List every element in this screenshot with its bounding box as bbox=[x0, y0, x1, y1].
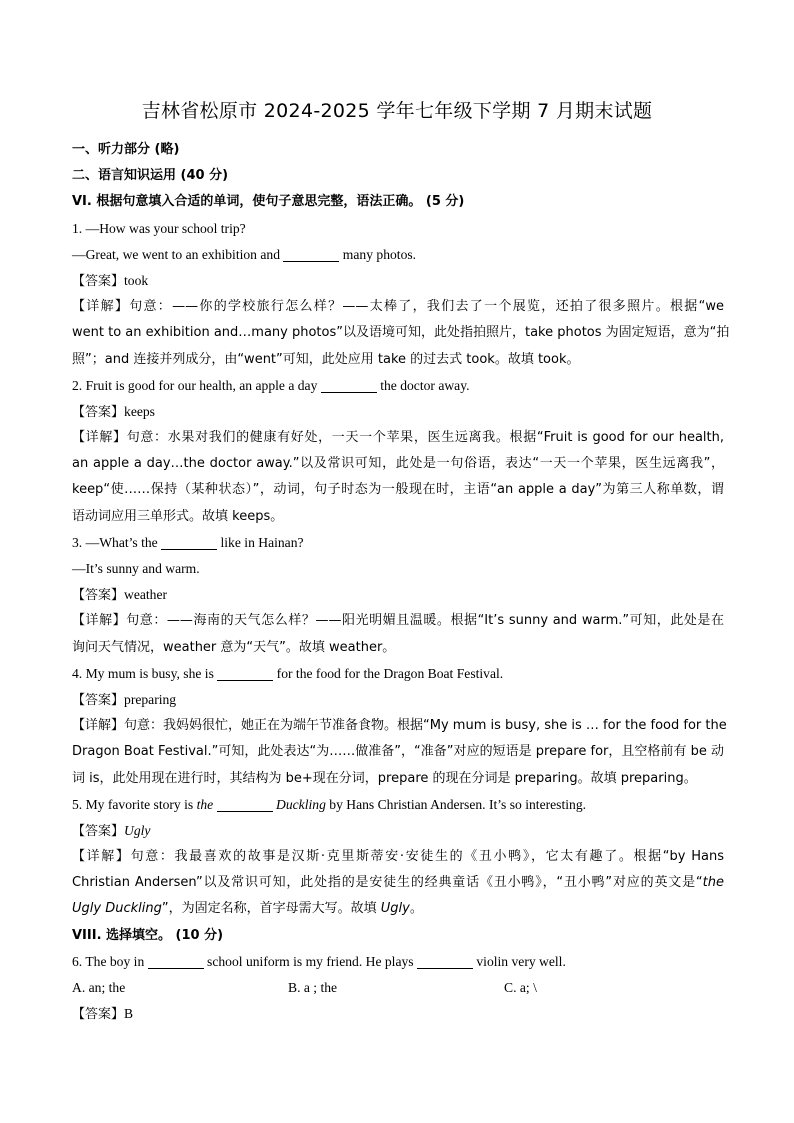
q6-sentence bbox=[72, 949, 724, 975]
section-part6: VI. 根据句意填入合适的单词，使句子意思完整，语法正确。 (5 分) bbox=[72, 194, 465, 210]
q4-answer bbox=[72, 687, 724, 713]
q3-prompt bbox=[72, 530, 724, 556]
q2-sentence bbox=[72, 373, 724, 399]
option-c[interactable]: C. a; \ bbox=[504, 980, 537, 995]
detail-text: 。 bbox=[409, 901, 423, 917]
document-body bbox=[72, 137, 730, 1027]
answer-blank bbox=[217, 797, 273, 812]
detail-italic: Ugly Duckling bbox=[72, 901, 162, 917]
q1-text: —Great, we went to an exhibition and bbox=[72, 246, 284, 262]
q5-detail-2 bbox=[72, 870, 724, 896]
q1-detail-3: 照”；and 连接并列成分，由“went”可知，此处应用 take 的过去式 took。故填 took。 bbox=[72, 351, 580, 367]
q3-response: —It’s sunny and warm. bbox=[72, 561, 200, 576]
detail-label: 【详解】 bbox=[72, 299, 130, 315]
q6-text-mid: school uniform is my friend. He plays bbox=[203, 953, 417, 969]
q3-detail-2: 询问天气情况，weather 意为“天气”。故填 weather。 bbox=[72, 639, 396, 655]
q3-detail-1 bbox=[72, 608, 724, 634]
detail-text: ”，为固定名称，首字母需大写。故填 bbox=[161, 901, 381, 917]
q2-detail-2: an apple a day…the doctor away.”以及常识可知，此处是一句俗语，表达“一天一个苹果，医生远离我”， bbox=[72, 456, 724, 472]
answer-label: 【答案】 bbox=[72, 692, 125, 708]
answer-value: keeps bbox=[124, 403, 155, 419]
answer-blank bbox=[283, 247, 339, 262]
detail-text: 句意：我最喜欢的故事是汉斯·克里斯蒂安·安徒生的《丑小鸭》，它太有趣了。根据“by Hans bbox=[130, 849, 724, 865]
section-listening: 一、听力部分 (略) bbox=[72, 142, 180, 157]
detail-text: 句意：水果对我们的健康有好处，一天一个苹果，医生远离我。根据“Fruit is good for our health, bbox=[126, 430, 724, 446]
q1-detail-2: went to an exhibition and…many photos”以及语境可知，此处指拍照片，take photos 为固定短语，意为“拍 bbox=[72, 325, 730, 341]
q5-detail-3 bbox=[72, 896, 724, 922]
detail-label: 【详解】 bbox=[72, 613, 127, 629]
q5-sentence bbox=[72, 792, 724, 818]
q2-text: 2. Fruit is good for our health, an apple a day bbox=[72, 377, 321, 393]
answer-blank bbox=[417, 954, 473, 969]
answer-value: took bbox=[124, 272, 149, 288]
answer-value: Ugly bbox=[124, 822, 151, 838]
detail-text: 句意：——海南的天气怎么样？——阳光明媚且温暖。根据“It’s sunny and warm.”可知，此处是在 bbox=[126, 613, 724, 629]
q4-detail-3: 词 is，此处用现在进行时，其结构为 be+现在分词，prepare 的现在分词是 preparing。故填 preparing。 bbox=[72, 770, 697, 786]
answer-label: 【答案】 bbox=[72, 823, 125, 839]
detail-italic: Ugly bbox=[380, 901, 410, 917]
detail-label: 【详解】 bbox=[72, 430, 127, 446]
answer-label: 【答案】 bbox=[72, 404, 125, 420]
q2-text-end: the doctor away. bbox=[376, 377, 470, 393]
answer-blank bbox=[161, 535, 217, 550]
detail-label: 【详解】 bbox=[72, 849, 131, 865]
q1-sentence bbox=[72, 242, 724, 268]
answer-blank bbox=[217, 666, 273, 681]
q4-detail-2: Dragon Boat Festival.”可知，此处表达“为……做准备”，“准备”对应的短语是 prepare for，且空格前有 be 动 bbox=[72, 744, 724, 760]
q5-answer bbox=[72, 818, 724, 844]
detail-text: Christian Andersen”以及常识可知，此处指的是安徒生的经典童话《丑小鸭》，“丑小鸭”对应的英文是“ bbox=[72, 875, 703, 891]
q5-text: 5. My favorite story is bbox=[72, 796, 197, 812]
q1-detail-1 bbox=[72, 294, 724, 320]
q1-answer bbox=[72, 268, 724, 294]
page-title: 吉林省松原市 2024-2025 学年七年级下学期 7 月期末试题 bbox=[141, 100, 653, 122]
q3-text-end: like in Hainan? bbox=[217, 534, 304, 550]
q5-title-word: the bbox=[196, 796, 214, 812]
q6-text: 6. The boy in bbox=[72, 953, 148, 969]
q4-sentence bbox=[72, 661, 724, 687]
q5-detail-1 bbox=[72, 844, 724, 870]
answer-label: 【答案】 bbox=[72, 273, 125, 289]
option-b[interactable]: B. a ; the bbox=[288, 980, 338, 995]
answer-blank bbox=[148, 954, 204, 969]
section-part8: VIII. 选择填空。 (10 分) bbox=[72, 927, 224, 943]
answer-value: weather bbox=[124, 587, 168, 603]
answer-label: 【答案】 bbox=[72, 588, 125, 604]
q5-text-end: by Hans Christian Andersen. It’s so interesting. bbox=[325, 796, 587, 812]
detail-italic: the bbox=[702, 875, 724, 891]
answer-value: B bbox=[124, 1006, 134, 1022]
q1-text-end: many photos. bbox=[339, 246, 417, 262]
answer-label: 【答案】 bbox=[72, 1007, 125, 1023]
q4-text-end: for the food for the Dragon Boat Festival. bbox=[273, 665, 504, 681]
option-a[interactable]: A. an; the bbox=[72, 980, 126, 995]
q6-options bbox=[72, 975, 724, 1001]
detail-text: 句意：我妈妈很忙，她正在为端午节准备食物。根据“My mum is busy, she is … for the food for the bbox=[124, 718, 727, 734]
q2-detail-3: keep“使……保持（某种状态）”，动词，句子时态为一般现在时，主语“an apple a day”为第三人称单数，谓 bbox=[72, 482, 724, 498]
q2-detail-1 bbox=[72, 425, 724, 451]
q4-text: 4. My mum is busy, she is bbox=[72, 665, 218, 681]
q3-text: 3. —What’s the bbox=[72, 534, 162, 550]
q1-prompt: 1. —How was your school trip? bbox=[72, 220, 246, 236]
answer-blank bbox=[321, 378, 377, 393]
section-language: 二、语言知识运用 (40 分) bbox=[72, 168, 229, 184]
q3-answer bbox=[72, 582, 724, 608]
q2-detail-4: 语动词应用三单形式。故填 keeps。 bbox=[72, 508, 284, 524]
q4-detail-1 bbox=[72, 713, 727, 739]
q5-title-word: Duckling bbox=[276, 796, 326, 812]
detail-label: 【详解】 bbox=[72, 718, 125, 734]
q2-answer bbox=[72, 399, 724, 425]
detail-text: 句意：——你的学校旅行怎么样？——太棒了，我们去了一个展览，还拍了很多照片。根据“we bbox=[129, 299, 724, 315]
q6-text-end: violin very well. bbox=[472, 953, 566, 969]
q6-answer bbox=[72, 1001, 724, 1027]
answer-value: preparing bbox=[124, 691, 177, 707]
